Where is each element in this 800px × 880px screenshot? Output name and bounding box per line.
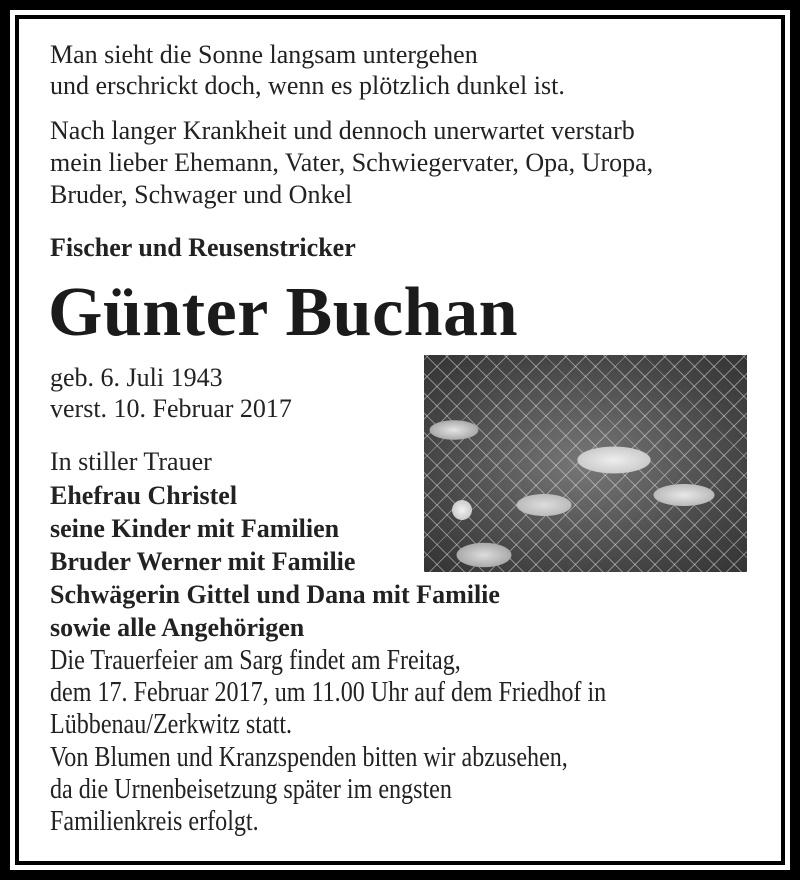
notice-line: Familienkreis erfolgt. xyxy=(50,806,259,837)
notice-line: Die Trauerfeier am Sarg findet am Freitag, xyxy=(50,645,461,676)
notice-line: da die Urnenbeisetzung später im engsten xyxy=(50,774,452,805)
mourner: Schwägerin Gittel und Dana mit Familie xyxy=(50,580,500,609)
death-date: verst. 10. Februar 2017 xyxy=(50,394,292,423)
announcement-line: Nach langer Krankheit und dennoch unerwartet verstarb xyxy=(50,116,635,145)
occupation: Fischer und Reusenstricker xyxy=(50,233,356,262)
notice-line: dem 17. Februar 2017, um 11.00 Uhr auf dem Friedhof in xyxy=(50,677,607,708)
mourners-intro: In stiller Trauer xyxy=(50,447,212,476)
mourner: seine Kinder mit Familien xyxy=(50,514,340,543)
notice-line: Von Blumen und Kranzspenden bitten wir abzusehen, xyxy=(50,742,568,773)
announcement-line: Bruder, Schwager und Onkel xyxy=(50,180,353,209)
announcement-line: mein lieber Ehemann, Vater, Schwiegervater, Opa, Uropa, xyxy=(50,148,654,177)
poem-line: Man sieht die Sonne langsam untergehen xyxy=(50,40,478,69)
deceased-name: Günter Buchan xyxy=(48,274,519,351)
fish-net-photo xyxy=(424,355,747,572)
mourner: Ehefrau Christel xyxy=(50,481,238,510)
mourner: Bruder Werner mit Familie xyxy=(50,547,356,576)
notice-line: Lübbenau/Zerkwitz statt. xyxy=(50,709,293,740)
poem-line: und erschrickt doch, wenn es plötzlich dunkel ist. xyxy=(50,71,565,100)
mourner: sowie alle Angehörigen xyxy=(50,613,305,642)
birth-date: geb. 6. Juli 1943 xyxy=(50,363,223,392)
